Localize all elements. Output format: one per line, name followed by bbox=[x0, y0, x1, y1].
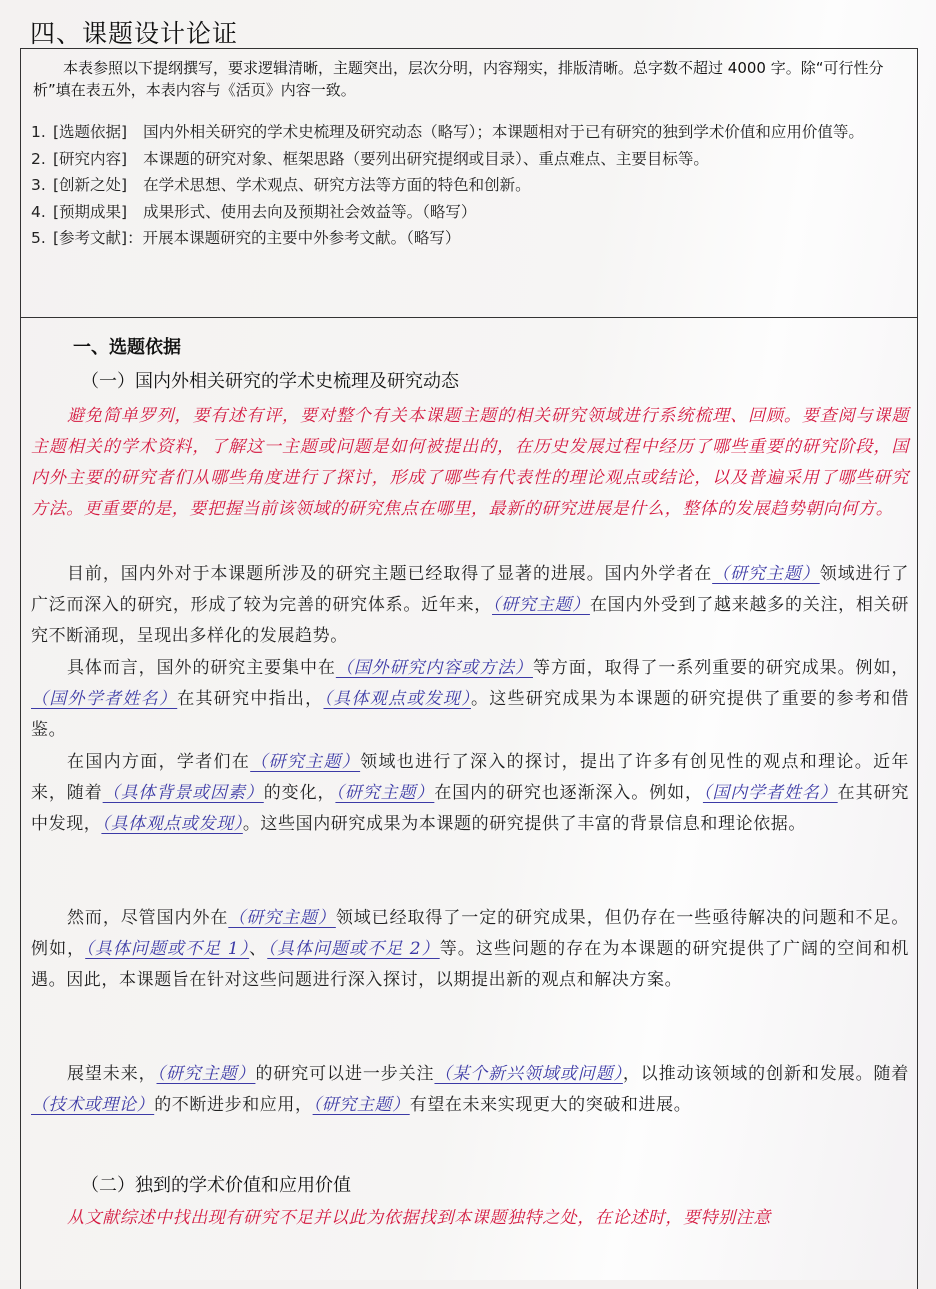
instructions-box bbox=[21, 49, 917, 318]
text: 的研究可以进一步关注 bbox=[255, 1064, 435, 1084]
requirement-desc: ：开展本课题研究的主要中外参考文献。（略写） bbox=[127, 229, 461, 247]
guidance-value: 从文献综述中找出现有研究不足并以此为依据找到本课题独特之处，在论述时，要特别注意 bbox=[67, 1208, 771, 1228]
requirement-number: 1. bbox=[31, 123, 46, 141]
requirement-desc: 在学术思想、学术观点、研究方法等方面的特色和创新。 bbox=[143, 176, 531, 194]
subheading-value: （二）独到的学术价值和应用价值 bbox=[81, 1175, 351, 1196]
requirement-desc: 本课题的研究对象、框架思路（要列出研究提纲或目录）、重点难点、主要目标等。 bbox=[143, 149, 709, 168]
placeholder-research-topic: （研究主题） bbox=[312, 1095, 410, 1115]
placeholder-research-topic: （研究主题） bbox=[712, 564, 820, 584]
placeholder-finding: （具体观点或发现） bbox=[101, 814, 243, 834]
text: 在国内外受到了越来越多的关注，相关研究不断涌现，呈现出多样化的发展趋势。 bbox=[31, 595, 909, 646]
guidance-review: 避免简单罗列，要有述有评，要对整个有关本课题主题的相关研究领域进行系统梳理、回顾。要查阅与课题主题相关的学术资料，了解这一主题或问题是如何被提出的，在历史发展过程中经历了哪些重要的研究阶段，国内外主要的研究者们从哪些角度进行了探讨，形成了哪些有代表性的理论观点或结论，以及普遍采用了哪些研究方法。更重要的是，要把握当前该领域的研究焦点在哪里，最新的研究进展是什么，整体的发展趋势朝向何方。 bbox=[31, 406, 909, 519]
text: 具体而言，国外的研究主要集中在 bbox=[67, 658, 336, 678]
requirements-list bbox=[31, 121, 911, 254]
text: 在其研究中发现， bbox=[31, 783, 909, 834]
placeholder-problem-1: （具体问题或不足 1） bbox=[85, 939, 250, 959]
requirement-number: 5. bbox=[31, 229, 46, 247]
requirement-item bbox=[31, 201, 911, 224]
requirement-item bbox=[31, 121, 911, 144]
subheading-research-review: （一）国内外相关研究的学术史梳理及研究动态 bbox=[81, 371, 459, 392]
requirement-name: [创新之处] bbox=[53, 176, 128, 194]
requirement-desc: 国内外相关研究的学术史梳理及研究动态（略写）；本课题相对于已有研究的独到学术价值和应用价值等。 bbox=[143, 123, 864, 141]
paragraph-current-status bbox=[31, 559, 909, 652]
paragraph-domestic-research bbox=[31, 747, 909, 840]
requirement-desc: 成果形式、使用去向及预期社会效益等。（略写） bbox=[143, 202, 477, 221]
text: 。这些研究成果为本课题的研究提供了重要的参考和借鉴。 bbox=[31, 689, 909, 740]
requirement-item bbox=[31, 174, 911, 197]
instructions-intro: 本表参照以下提纲撰写，要求逻辑清晰，主题突出，层次分明，内容翔实，排版清晰。总字数不超过 4000 字。除“可行性分析”填在表五外，本表内容与《活页》内容一致。 bbox=[33, 59, 884, 99]
requirement-name: [参考文献] bbox=[53, 229, 128, 247]
paragraph-gaps bbox=[31, 903, 909, 996]
paragraph-foreign-research bbox=[31, 653, 909, 746]
placeholder-foreign-scholar: （国外学者姓名） bbox=[31, 689, 178, 709]
requirement-name: [选题依据] bbox=[53, 123, 128, 141]
placeholder-foreign-method: （国外研究内容或方法） bbox=[335, 658, 533, 678]
placeholder-research-topic: （研究主题） bbox=[492, 595, 590, 615]
placeholder-research-topic: （研究主题） bbox=[228, 908, 336, 928]
requirement-item bbox=[31, 227, 911, 250]
text: 等方面，取得了一系列重要的研究成果。例如， bbox=[532, 658, 909, 678]
requirement-number: 3. bbox=[31, 176, 46, 194]
text: 在国内的研究也逐渐深入。例如， bbox=[434, 783, 703, 803]
text: 领域进行了广泛而深入的研究，形成了较为完善的研究体系。近年来， bbox=[31, 564, 909, 615]
text: 、 bbox=[249, 939, 268, 959]
text: ，以推动该领域的创新和发展。随着 bbox=[622, 1064, 909, 1084]
requirement-number: 2. bbox=[31, 149, 46, 168]
placeholder-finding: （具体观点或发现） bbox=[323, 689, 471, 709]
placeholder-research-topic: （研究主题） bbox=[156, 1064, 256, 1084]
text: 目前，国内外对于本课题所涉及的研究主题已经取得了显著的进展。国内外学者在 bbox=[67, 564, 713, 584]
text: 等。这些问题的存在为本课题的研究提供了广阔的空间和机遇。因此，本课题旨在针对这些问题进行深入探讨，以期提出新的观点和解决方案。 bbox=[31, 939, 909, 990]
text: 的变化， bbox=[263, 783, 336, 803]
paragraph-outlook bbox=[31, 1059, 909, 1121]
text: 然而，尽管国内外在 bbox=[67, 908, 229, 928]
requirement-number: 4. bbox=[31, 202, 46, 221]
text: 有望在未来实现更大的突破和进展。 bbox=[409, 1095, 692, 1115]
section-title: 四、课题设计论证 bbox=[30, 19, 239, 48]
placeholder-background: （具体背景或因素） bbox=[102, 783, 264, 803]
requirement-name: [研究内容] bbox=[53, 149, 128, 168]
placeholder-research-topic: （研究主题） bbox=[335, 783, 435, 803]
placeholder-emerging-field: （某个新兴领域或问题） bbox=[434, 1064, 623, 1084]
text: 。这些国内研究成果为本课题的研究提供了丰富的背景信息和理论依据。 bbox=[242, 814, 807, 834]
requirement-item bbox=[31, 148, 911, 171]
text: 领域也进行了深入的探讨，提出了许多有创见性的观点和理论。近年来，随着 bbox=[31, 752, 909, 803]
text: 展望未来， bbox=[67, 1064, 157, 1084]
heading-topic-basis: 一、选题依据 bbox=[73, 337, 181, 358]
form-table bbox=[20, 48, 918, 1289]
placeholder-research-topic: （研究主题） bbox=[250, 752, 361, 772]
text: 在国内方面，学者们在 bbox=[67, 752, 251, 772]
placeholder-problem-2: （具体问题或不足 2） bbox=[267, 939, 440, 959]
requirement-name: [预期成果] bbox=[53, 202, 128, 221]
text: 的不断进步和应用， bbox=[154, 1095, 313, 1115]
placeholder-technology: （技术或理论） bbox=[31, 1095, 155, 1115]
text: 领域已经取得了一定的研究成果，但仍存在一些亟待解决的问题和不足。例如， bbox=[31, 908, 909, 959]
placeholder-domestic-scholar: （国内学者姓名） bbox=[702, 783, 838, 803]
text: 在其研究中指出， bbox=[177, 689, 324, 709]
